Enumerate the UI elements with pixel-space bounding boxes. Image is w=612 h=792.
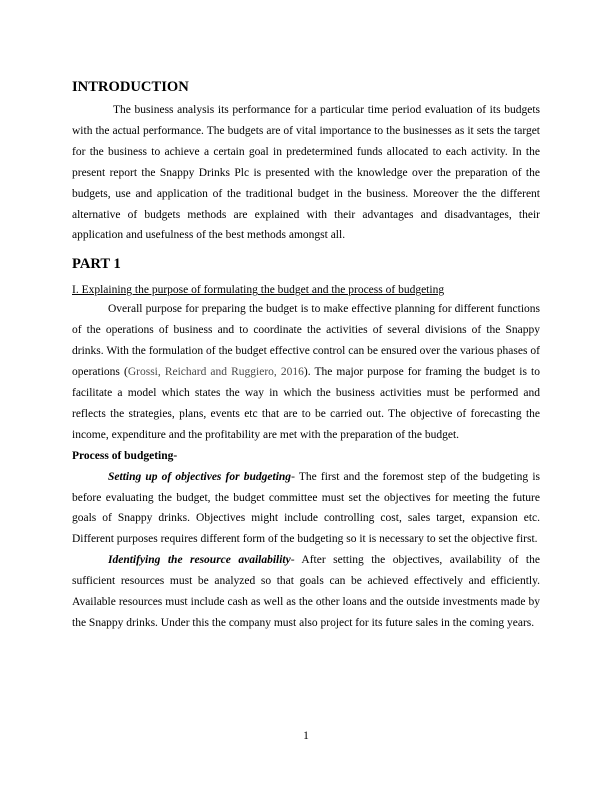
step1-text: - The first and the foremost step of the budgeting is before evaluating the budget, the budget committee must set the objectives for meeting the future goals of Snappy drinks. Objectives might include controlling cost, sales target, expansion etc. Different purposes requires different form of the budgeting so it is necessary to set the objective first. [72,470,540,546]
introduction-heading: INTRODUCTION [72,79,189,95]
step2-title: Identifying the resource availability [108,554,291,567]
purpose-text-start: Overall purpose for preparing the budget is to make effective planning for different functions of the operations of business and to coordinate the activities of several divisions of the Snappy drinks. With the formulation of the budget effective control can be ensured over the various phases of operations ( [72,303,540,379]
step1-paragraph [72,467,540,551]
citation: Grossi, Reichard and Ruggiero, 2016 [127,366,304,379]
part1-heading: PART 1 [72,256,121,273]
introduction-paragraph: The business analysis its performance for a particular time period evaluation of its budgets with the actual performance. The budgets are of vital importance to the businesses as it sets the target for the business to achieve a certain goal in predetermined funds allocated to each activity. In the present report the Snappy Drinks Plc is presented with the knowledge over the preparation of the budgets, use and application of the traditional budget in the business. Moreover the the different alternative of budgets methods are explained with their advantages and disadvantages, their application and usefulness of the best methods amongst all. [72,104,540,242]
step2-paragraph [72,550,540,634]
step1-title: Setting up of objectives for budgeting [108,470,292,483]
part1-subheading: I. Explaining the purpose of formulating the budget and the process of budgeting [72,284,445,297]
process-heading: Process of budgeting- [72,449,178,462]
page-number: 1 [303,730,309,742]
page-content [72,78,540,634]
purpose-paragraph [72,299,540,445]
purpose-text-end: ). The major purpose for framing the budget is to facilitate a model which states the way in which the business activities must be performed and reflects the strategies, plans, events etc that are to be carried out. The objective of forecasting the income, expenditure and the profitability are met with the preparation of the budget. [72,366,540,441]
step2-text: - After setting the objectives, availability of the sufficient resources must be analyzed so that goals can be achieved effectively and efficiently. Available resources must include cash as well as the other loans and the outside investments made by the Snappy drinks. Under this the company must also project for its future sales in the coming years. [72,554,540,629]
